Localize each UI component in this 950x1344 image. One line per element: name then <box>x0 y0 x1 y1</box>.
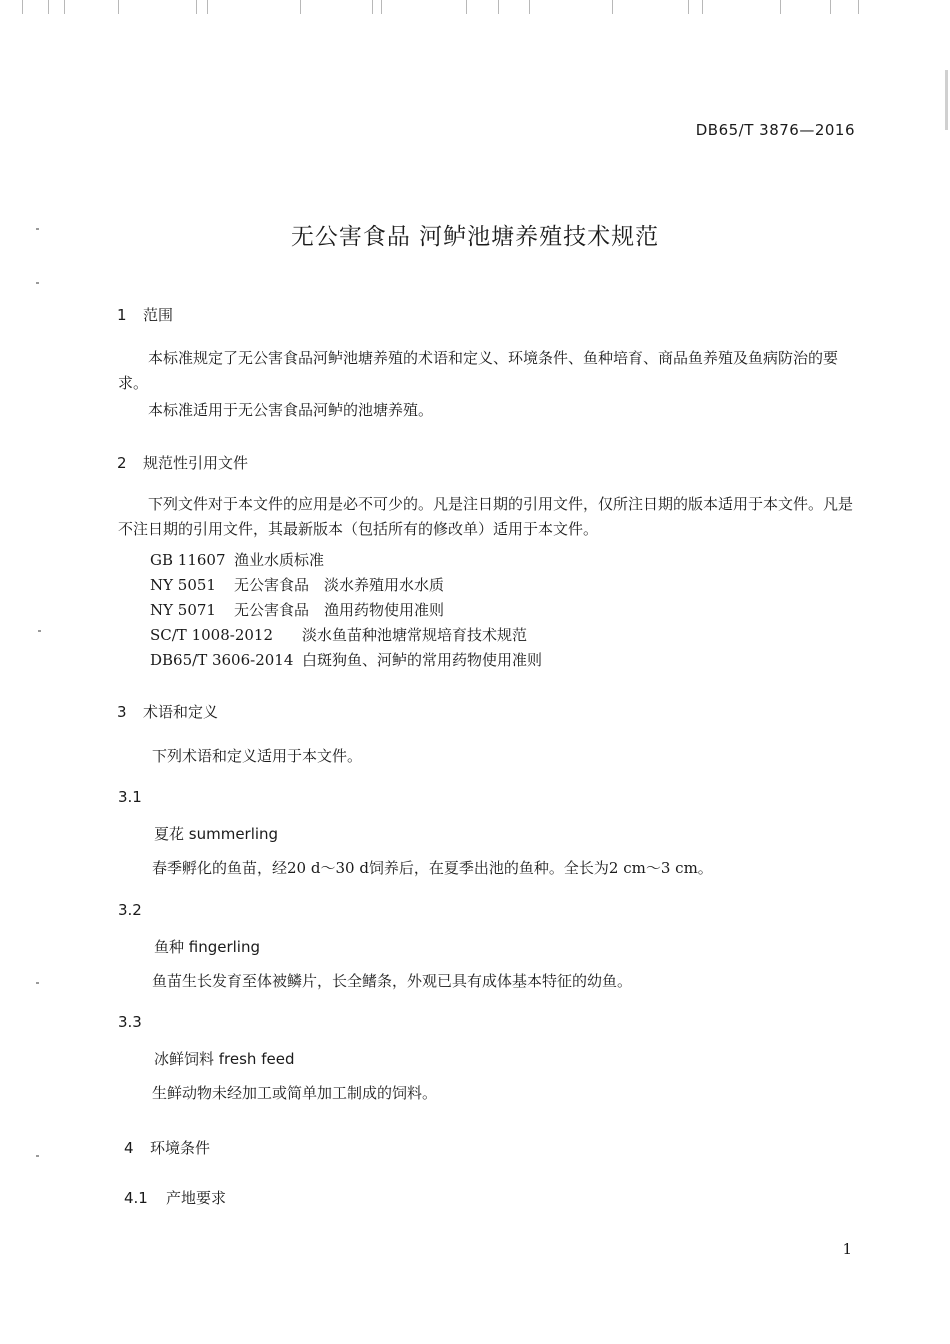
document-title: 无公害食品 河鲈池塘养殖技术规范 <box>290 224 660 250</box>
reference-code: SC/T 1008-2012 <box>150 626 273 644</box>
term-definition: 春季孵化的鱼苗，经20 d～30 d饲养后，在夏季出池的鱼种。全长为2 cm～3 cm。 <box>152 859 713 877</box>
scan-artifact-right <box>945 70 948 130</box>
reference-code: NY 5071 <box>150 601 216 619</box>
scan-speck <box>36 982 39 984</box>
section-2-paragraph: 下列文件对于本文件的应用是必不可少的。凡是注日期的引用文件，仅所注日期的版本适用于本文件。凡是不注日期的引用文件，其最新版本（包括所有的修改单）适用于本文件。 <box>118 495 854 538</box>
section-number: 3 <box>117 703 127 721</box>
section-number: 4 <box>124 1139 134 1157</box>
reference-code: DB65/T 3606-2014 <box>150 651 294 669</box>
page-number: 1 <box>842 1240 852 1258</box>
reference-item <box>150 549 324 570</box>
reference-item <box>150 624 527 645</box>
reference-item <box>150 599 444 620</box>
reference-item <box>150 574 444 595</box>
section-title: 范围 <box>143 306 174 324</box>
term-heading: 夏花 summerling <box>154 825 279 843</box>
term-number: 3.1 <box>118 788 142 806</box>
section-title: 术语和定义 <box>143 703 219 721</box>
reference-name: 渔业水质标准 <box>234 551 325 569</box>
section-title: 环境条件 <box>150 1139 211 1157</box>
scan-artifact-top <box>0 0 950 18</box>
term-number: 3.3 <box>118 1013 142 1031</box>
section-4-heading <box>124 1137 210 1158</box>
section-title: 规范性引用文件 <box>143 454 249 472</box>
reference-name: 白斑狗鱼、河鲈的常用药物使用准则 <box>302 651 543 669</box>
section-3-intro: 下列术语和定义适用于本文件。 <box>152 747 363 765</box>
section-1-paragraph-2: 本标准适用于无公害食品河鲈的池塘养殖。 <box>148 401 434 419</box>
term-heading: 冰鲜饲料 fresh feed <box>154 1050 295 1068</box>
scan-speck <box>36 1155 39 1157</box>
section-1-heading <box>117 304 173 325</box>
subsection-number: 4.1 <box>124 1189 148 1207</box>
reference-name: 淡水鱼苗种池塘常规培育技术规范 <box>302 626 528 644</box>
section-number: 2 <box>117 454 127 472</box>
reference-code: GB 11607 <box>150 551 226 569</box>
reference-name: 无公害食品 渔用药物使用准则 <box>234 601 445 619</box>
term-heading: 鱼种 fingerling <box>154 938 261 956</box>
subsection-4-1-heading <box>124 1187 226 1208</box>
standard-code: DB65/T 3876—2016 <box>695 121 855 139</box>
scan-speck <box>38 630 41 632</box>
subsection-title: 产地要求 <box>166 1189 227 1207</box>
scan-speck <box>36 282 39 284</box>
section-3-heading <box>117 701 218 722</box>
reference-item <box>150 649 542 670</box>
reference-name: 无公害食品 淡水养殖用水水质 <box>234 576 445 594</box>
reference-code: NY 5051 <box>150 576 216 594</box>
term-definition: 生鲜动物未经加工或简单加工制成的饲料。 <box>152 1084 438 1102</box>
section-2-heading <box>117 452 248 473</box>
section-1-paragraph-1: 本标准规定了无公害食品河鲈池塘养殖的术语和定义、环境条件、鱼种培育、商品鱼养殖及鱼病防治的要求。 <box>118 349 839 392</box>
term-definition: 鱼苗生长发育至体被鳞片，长全鳍条，外观已具有成体基本特征的幼鱼。 <box>152 972 633 990</box>
section-number: 1 <box>117 306 127 324</box>
term-number: 3.2 <box>118 901 142 919</box>
